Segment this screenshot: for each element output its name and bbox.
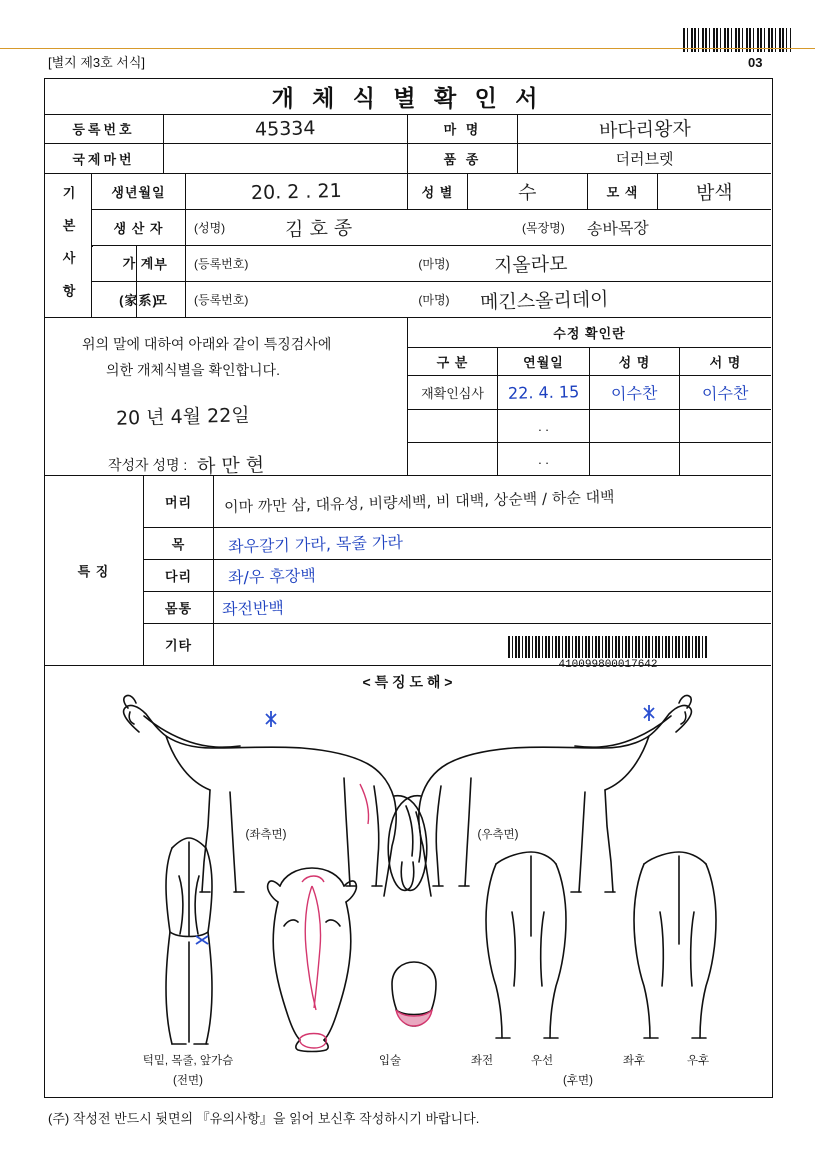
feature-body-handwriting: 좌전반백 <box>221 598 285 619</box>
correction-row2-date: . . <box>498 410 590 443</box>
feature-value-neck <box>214 528 771 560</box>
sire-label <box>92 246 93 247</box>
sire-regno-label: (등록번호) <box>194 257 249 271</box>
correction-col-sign: 서 명 <box>680 348 771 376</box>
correction-row1-sign <box>680 376 771 410</box>
dam-regno-label: (등록번호) <box>194 293 249 307</box>
horse-left-side <box>124 695 427 896</box>
intl-no-label: 국제마번 <box>44 144 164 174</box>
producer-name-label: (성명) <box>194 221 226 235</box>
dam-value-cell <box>186 282 771 318</box>
caption-left-side: (좌측면) <box>245 829 287 841</box>
dam-row-label: 모 <box>136 282 186 318</box>
sex-handwriting: 수 <box>518 181 537 205</box>
feature-label-leg: 다리 <box>144 560 214 592</box>
caption-rear-lb: 좌후 <box>622 1055 646 1067</box>
birth-label: 생년월일 <box>92 174 186 210</box>
reg-no-label: 등록번호 <box>44 114 164 144</box>
feature-label-etc: 기타 <box>144 624 214 666</box>
caption-rear-left: 좌전 <box>470 1055 494 1067</box>
producer-label: 생 산 자 <box>92 210 186 246</box>
correction-row3-type <box>408 443 498 476</box>
correction-col-type: 구 분 <box>408 348 498 376</box>
basic-side-label-text: 기 본 사 항 <box>60 186 76 305</box>
producer-name-handwriting: 김 호 종 <box>284 217 353 241</box>
correction-row1-type: 재확인심사 <box>408 376 498 410</box>
features-side-label: 특 징 <box>44 476 144 666</box>
reg-no-value <box>164 114 408 144</box>
writer-row <box>108 451 264 478</box>
breed-label: 품 종 <box>408 144 518 174</box>
caption-rear-right: 우선 <box>530 1055 554 1067</box>
footer-note: (주) 작성전 반드시 뒷면의 『유의사항』을 읽어 보신후 작성하시기 바랍니다. <box>48 1111 480 1126</box>
caption-front-parts: 턱밑, 목줄, 앞가슴 <box>142 1055 234 1067</box>
feature-neck-handwriting: 좌우갈기 가라, 목줄 가라 <box>227 532 404 557</box>
caption-lips: 입술 <box>378 1055 402 1067</box>
feature-barcode <box>508 636 708 658</box>
correction-row1-name-handwriting: 이수찬 <box>611 383 658 404</box>
farm-handwriting: 송바목장 <box>586 218 649 239</box>
horse-rear-right <box>634 852 716 1038</box>
farm-label: (목장명) <box>522 221 565 235</box>
correction-row3-date: . . <box>498 443 590 476</box>
writer-label: 작성자 성명 : <box>108 456 188 473</box>
marks-red <box>300 784 432 1048</box>
statement-line1: 위의 말에 대하여 아래와 같이 특징검사에 <box>82 336 332 352</box>
horse-head-front <box>268 868 357 1052</box>
diagram-title: < 특 징 도 해 > <box>362 674 453 690</box>
pedigree-label2: (家系) <box>92 282 186 318</box>
sire-name-handwriting: 지올라모 <box>493 253 568 277</box>
horse-rear-left <box>486 852 566 1038</box>
marks-blue <box>196 705 654 944</box>
caption-right-side: (우측면) <box>477 829 519 841</box>
sex-value <box>468 174 588 210</box>
intl-no-value <box>164 144 408 174</box>
page-number: 03 <box>748 55 763 70</box>
horse-right-side <box>388 695 691 896</box>
dam-name-label: (마명) <box>418 293 450 307</box>
header-rule <box>0 48 815 49</box>
feature-barcode-number: 410099800017642 <box>558 659 658 671</box>
correction-row1-sign-handwriting: 이수찬 <box>702 383 749 404</box>
feature-label-head: 머리 <box>144 476 214 528</box>
caption-front: (전면) <box>173 1075 203 1087</box>
birth-handwriting: 20. 2 . 21 <box>250 179 343 204</box>
feature-value-body <box>214 592 771 624</box>
page-title: 개 체 식 별 확 인 서 <box>44 78 771 115</box>
birth-value <box>186 174 408 210</box>
color-label: 모 색 <box>588 174 658 210</box>
pedigree-label-text: 가 계 <box>122 255 155 271</box>
correction-col-name: 성 명 <box>590 348 680 376</box>
sire-name-label: (마명) <box>418 257 450 271</box>
feature-value-head <box>214 476 771 528</box>
basic-side-label <box>44 174 92 318</box>
statement-date: 20 년 4월 22일 <box>115 404 250 430</box>
caption-rear-rb: 우후 <box>686 1055 710 1067</box>
feature-value-leg <box>214 560 771 592</box>
farm-name-cell <box>520 210 771 246</box>
feature-label-body: 몸통 <box>144 592 214 624</box>
horse-diagram <box>44 686 771 1096</box>
correction-row1-date-handwriting: 22. 4. 15 <box>507 382 580 403</box>
breed-value: 더러브렛 <box>518 144 771 174</box>
feature-head-handwriting: 이마 까만 삼, 대유성, 비량세백, 비 대백, 상순백 / 하순 대백 <box>223 487 615 517</box>
caption-rear: (후면) <box>563 1075 593 1087</box>
color-value <box>658 174 771 210</box>
color-handwriting: 밤색 <box>695 181 734 205</box>
correction-row2-sign <box>680 410 771 443</box>
sex-label: 성 별 <box>408 174 468 210</box>
correction-row3-sign <box>680 443 771 476</box>
feature-leg-handwriting: 좌/우 후장백 <box>227 565 317 588</box>
horse-name-label: 마 명 <box>408 114 518 144</box>
correction-row1-name <box>590 376 680 410</box>
reg-no-handwriting: 45334 <box>254 116 316 141</box>
feature-label-neck: 목 <box>144 528 214 560</box>
dam-name-handwriting: 메긴스올리데이 <box>479 288 609 314</box>
correction-row1-date <box>498 376 590 410</box>
sire-row-label: 부 <box>136 246 186 282</box>
correction-title: 수정 확인란 <box>408 318 771 348</box>
sire-value-cell <box>186 246 771 282</box>
horse-name-value <box>518 114 771 144</box>
form-number: [별지 제3호 서식] <box>48 55 146 70</box>
statement-line2: 의한 개체식별을 확인합니다. <box>106 362 280 378</box>
correction-row2-type <box>408 410 498 443</box>
correction-row2-name <box>590 410 680 443</box>
producer-name-cell <box>186 210 520 246</box>
horse-name-handwriting: 바다리왕자 <box>598 117 691 143</box>
statement-block <box>44 318 408 476</box>
writer-handwriting: 하 만 현 <box>197 454 265 478</box>
correction-col-date: 연월일 <box>498 348 590 376</box>
correction-row3-name <box>590 443 680 476</box>
